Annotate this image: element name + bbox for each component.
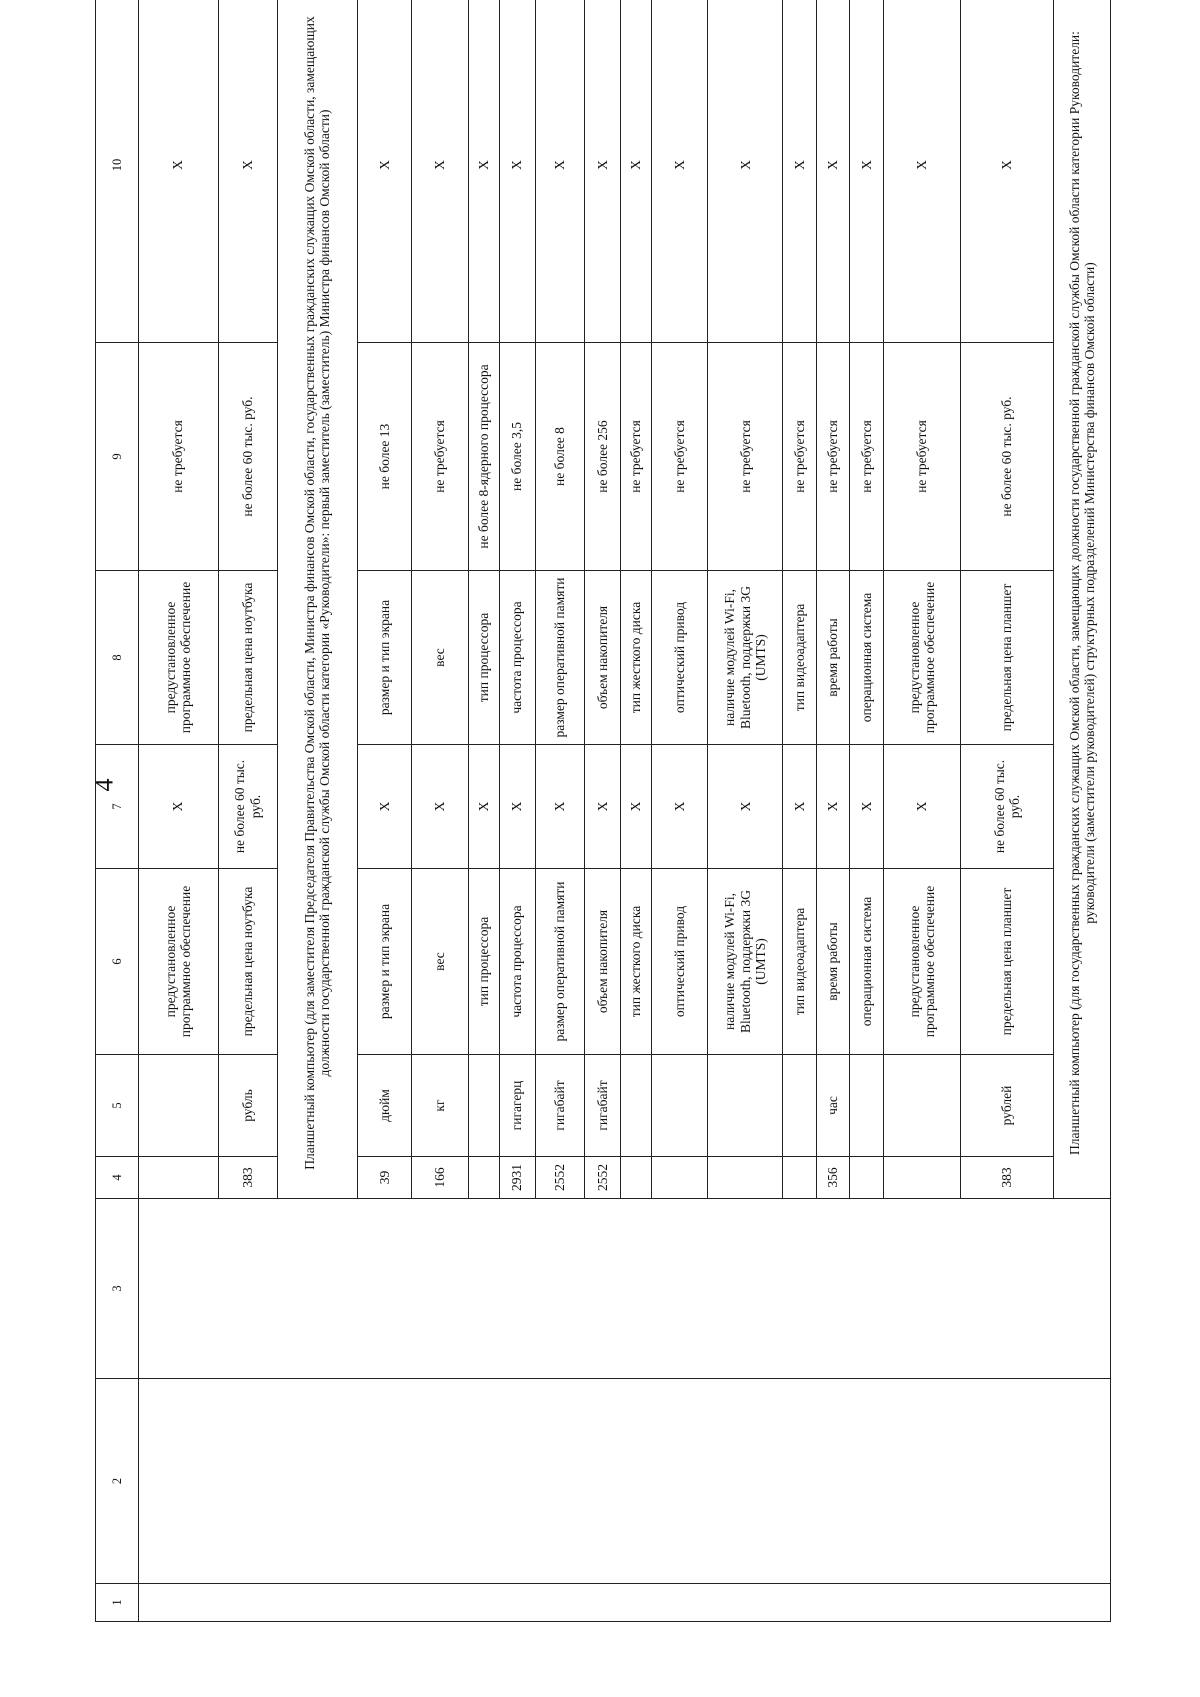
header-cell: 2 bbox=[96, 1379, 139, 1584]
cell-c4 bbox=[138, 1157, 218, 1199]
cell-c7: X bbox=[411, 745, 468, 869]
cell-c8: предельная цена ноутбука bbox=[218, 571, 277, 745]
cell-c9: не требуется bbox=[651, 343, 708, 571]
cell-c7: X bbox=[468, 745, 499, 869]
cell-c5 bbox=[708, 1055, 783, 1157]
specs-table bbox=[95, 0, 1111, 1622]
cell-c7: X bbox=[883, 745, 960, 869]
cell-c4: 383 bbox=[218, 1157, 277, 1199]
cell-c6: частота процессора bbox=[499, 869, 535, 1055]
header-cell: 3 bbox=[96, 1199, 139, 1379]
cell-c4: 383 bbox=[961, 1157, 1054, 1199]
cell-c10: X bbox=[584, 0, 620, 343]
cell-c7: X bbox=[783, 745, 817, 869]
cell-c10: X bbox=[708, 0, 783, 343]
cell-c4 bbox=[708, 1157, 783, 1199]
cell-c9: не более 8 bbox=[535, 343, 584, 571]
empty-col1 bbox=[138, 1584, 1110, 1622]
cell-c8: тип жесткого диска bbox=[620, 571, 651, 745]
cell-c6: размер и тип экрана bbox=[357, 869, 411, 1055]
cell-c4 bbox=[620, 1157, 651, 1199]
cell-c5 bbox=[468, 1055, 499, 1157]
cell-c8: частота процессора bbox=[499, 571, 535, 745]
empty-col3 bbox=[138, 1199, 1110, 1379]
cell-c9: не более 8-ядерного процессора bbox=[468, 343, 499, 571]
cell-c10: X bbox=[499, 0, 535, 343]
page-number: 4 bbox=[89, 778, 119, 792]
header-cell: 5 bbox=[96, 1055, 139, 1157]
cell-c4: 356 bbox=[816, 1157, 850, 1199]
cell-c6: размер оперативной памяти bbox=[535, 869, 584, 1055]
cell-c8: операционная система bbox=[850, 571, 884, 745]
cell-c10: X bbox=[961, 0, 1054, 343]
cell-c6: предельная цена ноутбука bbox=[218, 869, 277, 1055]
cell-c5 bbox=[783, 1055, 817, 1157]
cell-c10: X bbox=[535, 0, 584, 343]
cell-c5: гигабайт bbox=[535, 1055, 584, 1157]
cell-c6: время работы bbox=[816, 869, 850, 1055]
table-body bbox=[96, 0, 1111, 1622]
cell-c10: X bbox=[620, 0, 651, 343]
cell-c9: не требуется bbox=[411, 343, 468, 571]
cell-c8: предустановленное программное обеспечение bbox=[883, 571, 960, 745]
header-cell: 6 bbox=[96, 869, 139, 1055]
cell-c10: X bbox=[850, 0, 884, 343]
cell-c10: X bbox=[138, 0, 218, 343]
cell-c8: тип видеоадаптера bbox=[783, 571, 817, 745]
cell-c9: не требуется bbox=[783, 343, 817, 571]
cell-c7: X bbox=[850, 745, 884, 869]
cell-c6: оптический привод bbox=[651, 869, 708, 1055]
cell-c8: тип процессора bbox=[468, 571, 499, 745]
cell-c7: не более 60 тыс. руб. bbox=[218, 745, 277, 869]
cell-c8: оптический привод bbox=[651, 571, 708, 745]
cell-c8: время работы bbox=[816, 571, 850, 745]
cell-c9: не требуется bbox=[620, 343, 651, 571]
cell-c8: объем накопителя bbox=[584, 571, 620, 745]
header-cell: 10 bbox=[96, 0, 139, 343]
section-title: Планшетный компьютер (для заместителя Председателя Правительства Омской области, Министра финансов Омской области, государственных гражданских служащих Омской области, замещающих должности государственной гражданской службы Омской области категории «Руководители»: первый заместитель (заместитель) Министра финансов Омской области) bbox=[277, 0, 357, 1199]
cell-c10: X bbox=[218, 0, 277, 343]
cell-c6: операционная система bbox=[850, 869, 884, 1055]
cell-c6: предельная цена планшет bbox=[961, 869, 1054, 1055]
cell-c6: объем накопителя bbox=[584, 869, 620, 1055]
cell-c5: час bbox=[816, 1055, 850, 1157]
cell-c4 bbox=[883, 1157, 960, 1199]
cell-c10: X bbox=[411, 0, 468, 343]
cell-c4: 2931 bbox=[499, 1157, 535, 1199]
cell-c8: вес bbox=[411, 571, 468, 745]
cell-c6: вес bbox=[411, 869, 468, 1055]
cell-c8: размер и тип экрана bbox=[357, 571, 411, 745]
header-cell: 4 bbox=[96, 1157, 139, 1199]
cell-c7: X bbox=[138, 745, 218, 869]
cell-c9: не требуется bbox=[138, 343, 218, 571]
cell-c5: гигабайт bbox=[584, 1055, 620, 1157]
header-cell: 7 bbox=[96, 745, 139, 869]
cell-c5: гигагерц bbox=[499, 1055, 535, 1157]
cell-c9: не требуется bbox=[850, 343, 884, 571]
cell-c7: X bbox=[357, 745, 411, 869]
rotated-table-wrapper bbox=[95, 0, 1111, 1622]
cell-c7: X bbox=[708, 745, 783, 869]
cell-c5 bbox=[651, 1055, 708, 1157]
header-cell: 8 bbox=[96, 571, 139, 745]
cell-c6: наличие модулей Wi-Fi, Bluetooth, поддержки 3G (UMTS) bbox=[708, 869, 783, 1055]
cell-c10: X bbox=[468, 0, 499, 343]
cell-c5 bbox=[883, 1055, 960, 1157]
cell-c7: X bbox=[816, 745, 850, 869]
cell-c9: не требуется bbox=[883, 343, 960, 571]
header-row bbox=[96, 0, 139, 1622]
cell-c5 bbox=[850, 1055, 884, 1157]
cell-c5: рублей bbox=[961, 1055, 1054, 1157]
cell-c8: размер оперативной памяти bbox=[535, 571, 584, 745]
cell-c7: X bbox=[499, 745, 535, 869]
cell-c5 bbox=[138, 1055, 218, 1157]
cell-c6: предустановленное программное обеспечение bbox=[883, 869, 960, 1055]
cell-c6: тип видеоадаптера bbox=[783, 869, 817, 1055]
cell-c8: предустановленное программное обеспечение bbox=[138, 571, 218, 745]
cell-c7: X bbox=[620, 745, 651, 869]
cell-c4 bbox=[468, 1157, 499, 1199]
cell-c10: X bbox=[816, 0, 850, 343]
cell-c9: не более 13 bbox=[357, 343, 411, 571]
header-cell: 1 bbox=[96, 1584, 139, 1622]
cell-c6: тип жесткого диска bbox=[620, 869, 651, 1055]
cell-c4 bbox=[850, 1157, 884, 1199]
cell-c5: кг bbox=[411, 1055, 468, 1157]
header-cell: 9 bbox=[96, 343, 139, 571]
cell-c9: не более 60 тыс. руб. bbox=[961, 343, 1054, 571]
cell-c4 bbox=[651, 1157, 708, 1199]
cell-c10: X bbox=[357, 0, 411, 343]
cell-c9: не требуется bbox=[816, 343, 850, 571]
cell-c4: 166 bbox=[411, 1157, 468, 1199]
cell-c7: не более 60 тыс. руб. bbox=[961, 745, 1054, 869]
cell-c9: не более 60 тыс. руб. bbox=[218, 343, 277, 571]
cell-c5: рубль bbox=[218, 1055, 277, 1157]
cell-c5 bbox=[620, 1055, 651, 1157]
cell-c4: 2552 bbox=[584, 1157, 620, 1199]
cell-c9: не более 3,5 bbox=[499, 343, 535, 571]
cell-c10: X bbox=[651, 0, 708, 343]
section-title: Планшетный компьютер (для государственных гражданских служащих Омской области, замещающих должности государственной гражданской службы Омской области категории Руководители: руководители (заместители руководителей) структурных подразделений Министерства финансов Омской области) bbox=[1054, 0, 1111, 1199]
cell-c8: наличие модулей Wi-Fi, Bluetooth, поддержки 3G (UMTS) bbox=[708, 571, 783, 745]
cell-c6: предустановленное программное обеспечение bbox=[138, 869, 218, 1055]
cell-c9: не более 256 bbox=[584, 343, 620, 571]
table-row bbox=[138, 0, 218, 1622]
cell-c7: X bbox=[584, 745, 620, 869]
cell-c7: X bbox=[535, 745, 584, 869]
cell-c9: не требуется bbox=[708, 343, 783, 571]
cell-c10: X bbox=[783, 0, 817, 343]
cell-c4 bbox=[783, 1157, 817, 1199]
cell-c5: дюйм bbox=[357, 1055, 411, 1157]
empty-col2 bbox=[138, 1379, 1110, 1584]
cell-c7: X bbox=[651, 745, 708, 869]
cell-c8: предельная цена планшет bbox=[961, 571, 1054, 745]
cell-c6: тип процессора bbox=[468, 869, 499, 1055]
cell-c10: X bbox=[883, 0, 960, 343]
cell-c4: 39 bbox=[357, 1157, 411, 1199]
cell-c4: 2552 bbox=[535, 1157, 584, 1199]
